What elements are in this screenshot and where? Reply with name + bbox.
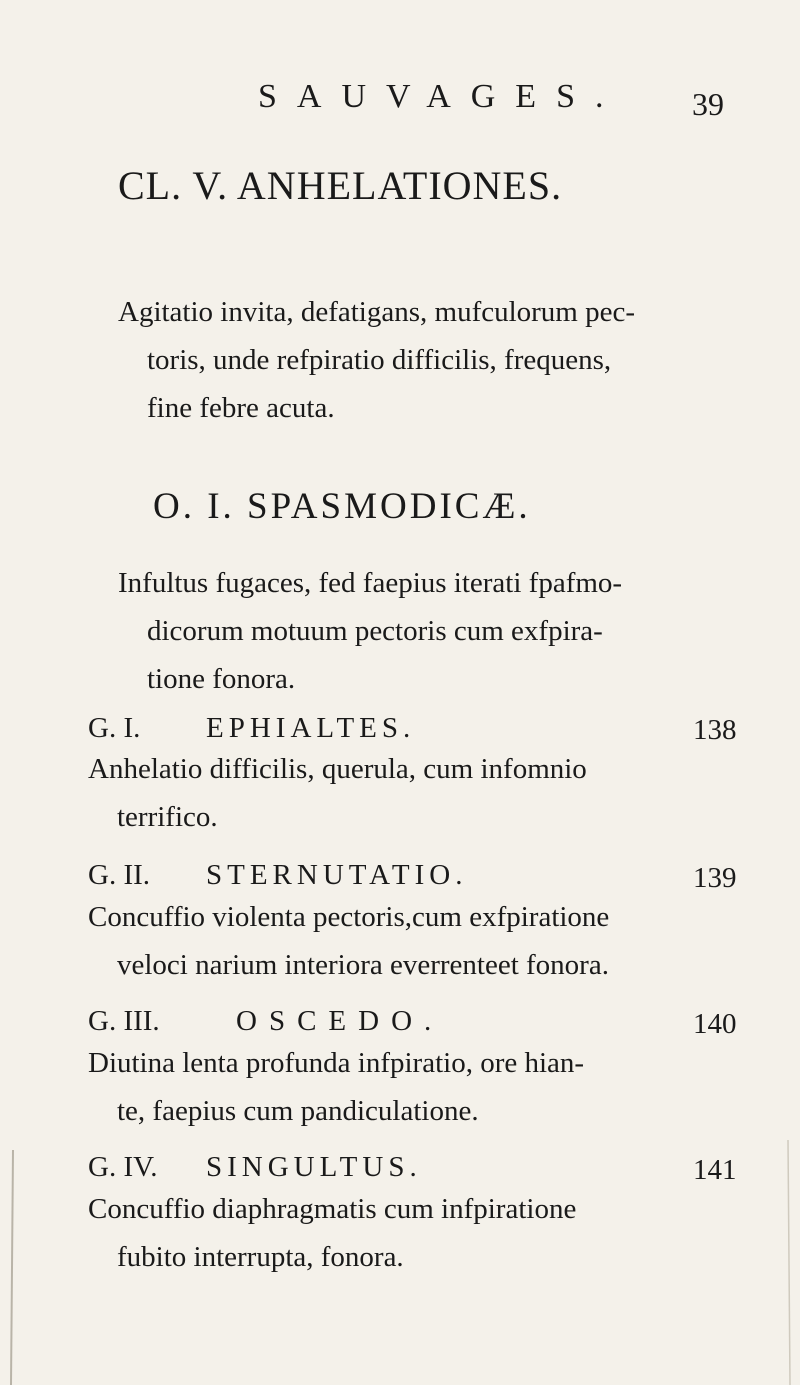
text-line: tione fonora. bbox=[147, 663, 296, 695]
genus-name: SINGULTUS. bbox=[206, 1151, 422, 1183]
text-line: veloci narium interiora everrenteet fonora. bbox=[117, 949, 609, 981]
text-line: Diutina lenta profunda infpiratio, ore hian- bbox=[88, 1047, 585, 1079]
text-line: toris, unde refpiratio difficilis, frequens, bbox=[147, 344, 612, 376]
text-line: fubito interrupta, fonora. bbox=[117, 1241, 404, 1273]
page-number: 39 bbox=[692, 86, 724, 122]
genus-number: G. III. bbox=[88, 1005, 160, 1037]
genus-number: G. II. bbox=[88, 859, 151, 891]
text-line: te, faepius cum pandiculatione. bbox=[117, 1095, 479, 1127]
genus-name: STERNUTATIO. bbox=[206, 859, 468, 891]
chapter-title: CL. V. ANHELATIONES. bbox=[118, 163, 563, 208]
text-line: dicorum motuum pectoris cum exfpira- bbox=[147, 615, 603, 647]
genus-name: EPHIALTES. bbox=[206, 712, 416, 744]
running-head: SAUVAGES. bbox=[258, 78, 624, 115]
genus-number: G. IV. bbox=[88, 1151, 158, 1183]
text-line: fine febre acuta. bbox=[147, 392, 335, 424]
genus-page-ref: 139 bbox=[693, 862, 737, 894]
page-edge-line bbox=[11, 1150, 13, 1385]
text-line: terrifico. bbox=[117, 801, 218, 833]
genus-name: OSCEDO. bbox=[236, 1005, 444, 1037]
genus-number: G. I. bbox=[88, 712, 141, 744]
text-line: Concuffio violenta pectoris,cum exfpiratione bbox=[88, 901, 610, 933]
genus-page-ref: 140 bbox=[693, 1008, 737, 1040]
page-edge-line bbox=[788, 1140, 790, 1385]
order-title: O. I. SPASMODICÆ. bbox=[153, 486, 531, 527]
genus-page-ref: 138 bbox=[693, 714, 737, 746]
genus-page-ref: 141 bbox=[693, 1154, 737, 1186]
text-line: Agitatio invita, defatigans, mufculorum pec- bbox=[118, 296, 636, 328]
text-line: Infultus fugaces, fed faepius iterati fpafmo- bbox=[118, 567, 623, 599]
text-line: Concuffio diaphragmatis cum infpiratione bbox=[88, 1193, 577, 1225]
text-line: Anhelatio difficilis, querula, cum infomnio bbox=[88, 753, 587, 785]
